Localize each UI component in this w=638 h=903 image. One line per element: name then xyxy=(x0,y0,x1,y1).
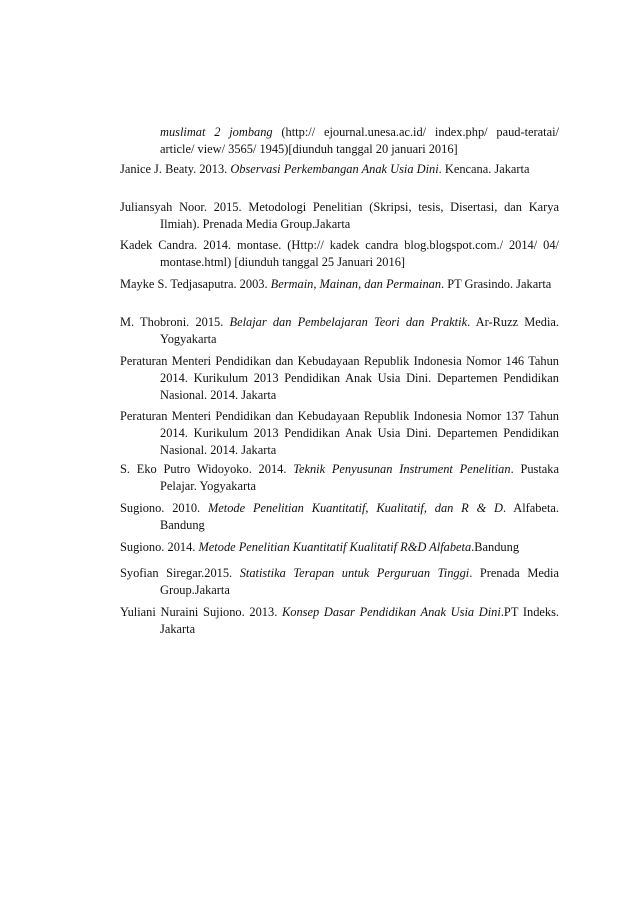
reference-entry: Sugiono. 2010. Metode Penelitian Kuantitatif, Kualitatif, dan R & D. Alfabeta. Bandung xyxy=(120,501,559,532)
reference-entry: muslimat 2 jombang (http:// ejournal.unesa.ac.id/ index.php/ paud-teratai/ article/ view/ 3565/ 1945)[diunduh tanggal 20 januari 2016] xyxy=(160,125,559,156)
reference-title: Observasi Perkembangan Anak Usia Dini xyxy=(230,162,439,176)
reference-title: Metode Penelitian Kuantitatif Kualitatif R&D Alfabeta xyxy=(198,540,472,554)
reference-entry: Janice J. Beaty. 2013. Observasi Perkembangan Anak Usia Dini. Kencana. Jakarta xyxy=(120,162,530,176)
reference-entry: M. Thobroni. 2015. Belajar dan Pembelajaran Teori dan Praktik. Ar-Ruzz Media. Yogyakarta xyxy=(120,315,559,346)
reference-title: Konsep Dasar Pendidikan Anak Usia Dini xyxy=(282,605,501,619)
reference-entry: Peraturan Menteri Pendidikan dan Kebudayaan Republik Indonesia Nomor 137 Tahun 2014. Kurikulum 2013 Pendidikan Anak Usia Dini. Departemen Pendidikan Nasional. 2014. Jakarta xyxy=(120,409,559,457)
reference-entry: Juliansyah Noor. 2015. Metodologi Penelitian (Skripsi, tesis, Disertasi, dan Karya Ilmiah). Prenada Media Group.Jakarta xyxy=(120,200,559,231)
reference-title: Metode Penelitian Kuantitatif, Kualitatif, dan R & D xyxy=(207,501,503,515)
reference-entry: Mayke S. Tedjasaputra. 2003. Bermain, Mainan, dan Permainan. PT Grasindo. Jakarta xyxy=(120,277,552,291)
reference-title: Teknik Penyusunan Instrument Penelitian xyxy=(293,462,511,476)
reference-entry: Kadek Candra. 2014. montase. (Http:// kadek candra blog.blogspot.com./ 2014/ 04/ montase.html) [diunduh tanggal 25 Januari 2016] xyxy=(120,238,559,269)
reference-title: muslimat 2 jombang xyxy=(160,125,273,139)
reference-title: Bermain, Mainan, dan Permainan xyxy=(270,277,442,291)
reference-entry: Yuliani Nuraini Sujiono. 2013. Konsep Dasar Pendidikan Anak Usia Dini.PT Indeks. Jakarta xyxy=(120,605,560,636)
reference-title: Statistika Terapan untuk Perguruan Tinggi xyxy=(239,566,470,580)
reference-entry: Peraturan Menteri Pendidikan dan Kebudayaan Republik Indonesia Nomor 146 Tahun 2014. Kurikulum 2013 Pendidikan Anak Usia Dini. Departemen Pendidikan Nasional. 2014. Jakarta xyxy=(120,354,559,402)
reference-entry: S. Eko Putro Widoyoko. 2014. Teknik Penyusunan Instrument Penelitian. Pustaka Pelajar. Yogyakarta xyxy=(120,462,559,493)
reference-entry: Syofian Siregar.2015. Statistika Terapan untuk Perguruan Tinggi. Prenada Media Group.Jakarta xyxy=(120,566,559,597)
reference-title: Belajar dan Pembelajaran Teori dan Praktik xyxy=(229,315,468,329)
reference-entry: Sugiono. 2014. Metode Penelitian Kuantitatif Kualitatif R&D Alfabeta.Bandung xyxy=(120,540,520,554)
